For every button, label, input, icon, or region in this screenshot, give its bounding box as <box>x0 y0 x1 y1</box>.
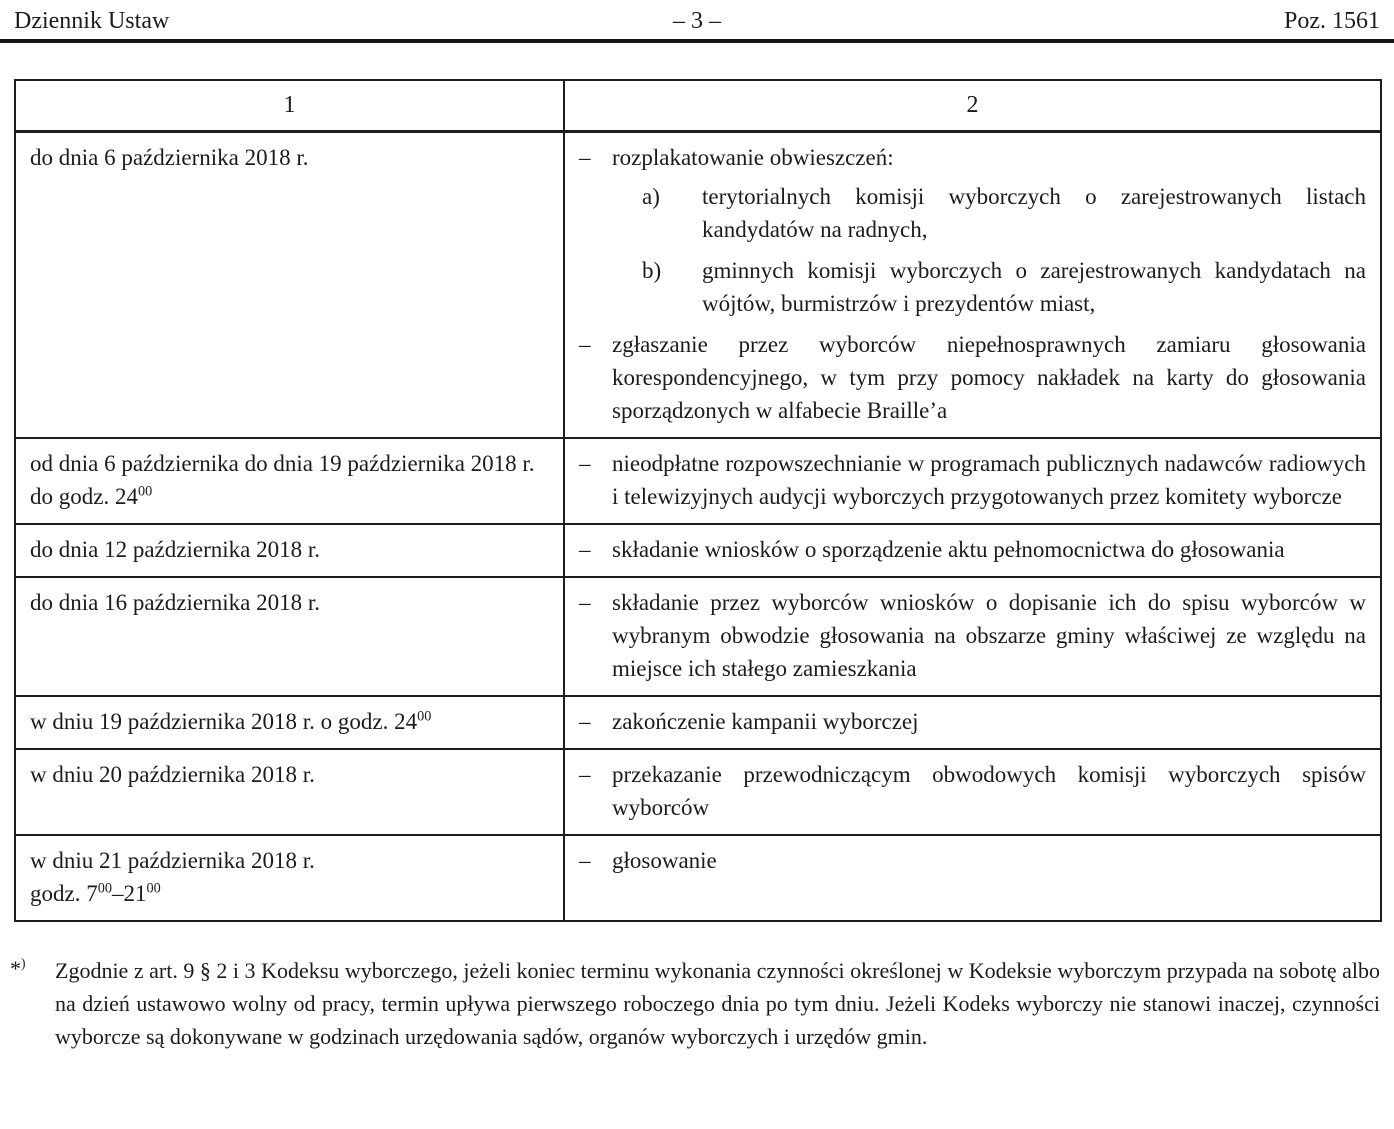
election-calendar-table <box>14 79 1382 922</box>
date-cell: w dniu 19 października 2018 r. o godz. $24^{00}$ <box>15 696 564 749</box>
task-subitem: b) gminnych komisji wyborczych o zarejestrowanych kandydatach na wójtów, burmistrzów i prezydentów miast, <box>579 254 1366 320</box>
task-item: – zgłaszanie przez wyborców niepełnosprawnych zamiaru głosowania korespondencyjnego, w tym przy pomocy nakładek na karty do głosowania sporządzonych w alfabecie Braille’a <box>579 328 1366 427</box>
dash-marker: – <box>579 537 591 562</box>
dash-marker: – <box>579 145 591 170</box>
task-cell <box>564 524 1381 577</box>
date-cell: do dnia 16 października 2018 r. <box>15 577 564 696</box>
date-cell: do dnia 12 października 2018 r. <box>15 524 564 577</box>
table-row <box>15 577 1381 696</box>
table-row <box>15 749 1381 835</box>
task-item: – zakończenie kampanii wyborczej <box>579 705 1366 738</box>
footnote-marker: *) <box>10 955 26 981</box>
task-item: – nieodpłatne rozpowszechnianie w programach publicznych nadawców radiowych i telewizyjnych audycji wyborczych przygotowanych przez komitety wyborcze <box>579 447 1366 513</box>
dash-marker: – <box>579 709 591 734</box>
task-item: – składanie wniosków o sporządzenie aktu pełnomocnictwa do głosowania <box>579 533 1366 566</box>
footnote-text: Zgodnie z art. 9 § 2 i 3 Kodeksu wyborczego, jeżeli koniec terminu wykonania czynności określonej w Kodeksie wyborczym przypada na sobotę albo na dzień ustawowo wolny od pracy, termin upływa pierwszego roboczego dnia po tym dniu. Jeżeli Kodeks wyborczy nie stanowi inaczej, czynności wyborcze są dokonywane w godzinach urzędowania sądów, organów wyborczych i urzędów gmin. <box>55 958 1380 1049</box>
journal-title: Dziennik Ustaw <box>14 8 170 34</box>
task-item: – przekazanie przewodniczącym obwodowych komisji wyborczych spisów wyborców <box>579 758 1366 824</box>
task-item: – składanie przez wyborców wniosków o dopisanie ich do spisu wyborców w wybranym obwodzie głosowania na obszarze gminy właściwej ze względu na miejsce ich stałego zamieszkania <box>579 586 1366 685</box>
task-cell <box>564 835 1381 921</box>
column-header-date: 1 <box>15 80 564 132</box>
subitem-label: b) <box>642 258 662 283</box>
table-row <box>15 132 1381 439</box>
date-cell: w dniu 20 października 2018 r. <box>15 749 564 835</box>
task-cell <box>564 696 1381 749</box>
table-head <box>15 80 1381 132</box>
position-number: Poz. 1561 <box>1283 8 1380 34</box>
table-header-row <box>15 80 1381 132</box>
dash-marker: – <box>579 590 591 615</box>
task-item: – głosowanie <box>579 844 1366 877</box>
calendar-table-body <box>15 132 1381 922</box>
column-header-tasks: 2 <box>564 80 1381 132</box>
task-item: – rozplakatowanie obwieszczeń: <box>579 141 1366 174</box>
table-row <box>15 696 1381 749</box>
table-row <box>15 438 1381 524</box>
dash-marker: – <box>579 451 591 476</box>
page-number: – 3 – <box>672 8 721 34</box>
page-header <box>0 0 1394 43</box>
date-cell: do dnia 6 października 2018 r. <box>15 132 564 439</box>
dash-marker: – <box>579 762 591 787</box>
table-row <box>15 835 1381 921</box>
task-cell <box>564 749 1381 835</box>
date-cell: w dniu 21 października 2018 r. godz. $7^{00}-21^{00}$ <box>15 835 564 921</box>
table-row <box>15 524 1381 577</box>
subitem-label: a) <box>642 184 660 209</box>
footnote <box>0 954 1380 1053</box>
dash-marker: – <box>579 848 591 873</box>
task-cell <box>564 577 1381 696</box>
task-cell <box>564 438 1381 524</box>
date-cell: od dnia 6 października do dnia 19 października 2018 r. do godz. $24^{00}$ <box>15 438 564 524</box>
task-cell <box>564 132 1381 439</box>
dash-marker: – <box>579 332 591 357</box>
task-subitem: a) terytorialnych komisji wyborczych o zarejestrowanych listach kandydatów na radnych, <box>579 180 1366 246</box>
